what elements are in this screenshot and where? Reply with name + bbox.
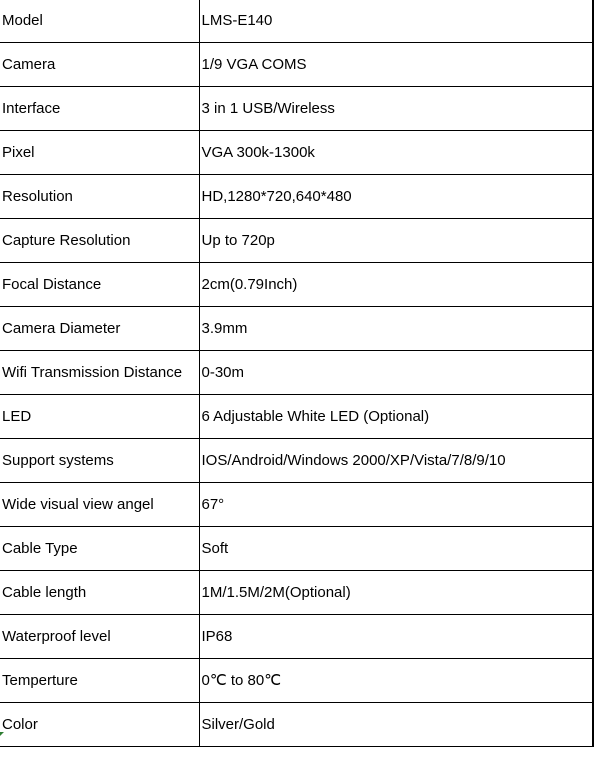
spec-value: LMS-E140 [199, 0, 593, 42]
table-row [0, 526, 593, 570]
spec-label: Camera [0, 42, 199, 86]
table-row [0, 174, 593, 218]
spec-value: 6 Adjustable White LED (Optional) [199, 394, 593, 438]
spec-value: 1M/1.5M/2M(Optional) [199, 570, 593, 614]
spec-value: HD,1280*720,640*480 [199, 174, 593, 218]
spec-label: Model [0, 0, 199, 42]
table-row [0, 658, 593, 702]
spec-label: Wide visual view angel [0, 482, 199, 526]
spec-value: VGA 300k-1300k [199, 130, 593, 174]
spec-label: Focal Distance [0, 262, 199, 306]
spec-value: IP68 [199, 614, 593, 658]
table-row [0, 86, 593, 130]
spec-label: Camera Diameter [0, 306, 199, 350]
spec-label: Cable length [0, 570, 199, 614]
spec-value: Up to 720p [199, 218, 593, 262]
spec-value: 0℃ to 80℃ [199, 658, 593, 702]
spec-value: 0-30m [199, 350, 593, 394]
spec-value: 3.9mm [199, 306, 593, 350]
table-row [0, 570, 593, 614]
spec-value: Silver/Gold [199, 702, 593, 746]
spec-label: LED [0, 394, 199, 438]
table-row [0, 438, 593, 482]
table-row [0, 306, 593, 350]
spec-label: Resolution [0, 174, 199, 218]
table-row [0, 42, 593, 86]
spec-label: Pixel [0, 130, 199, 174]
table-row [0, 702, 593, 746]
table-row [0, 262, 593, 306]
spec-label: Support systems [0, 438, 199, 482]
spec-value: IOS/Android/Windows 2000/XP/Vista/7/8/9/10 [199, 438, 593, 482]
spec-label: Temperture [0, 658, 199, 702]
spec-value: 2cm(0.79Inch) [199, 262, 593, 306]
table-row [0, 394, 593, 438]
spec-value: Soft [199, 526, 593, 570]
table-row [0, 218, 593, 262]
table-row [0, 0, 593, 42]
table-row [0, 130, 593, 174]
spec-value: 67° [199, 482, 593, 526]
table-row [0, 350, 593, 394]
spec-label: Cable Type [0, 526, 199, 570]
spec-label: Waterproof level [0, 614, 199, 658]
spec-label: Capture Resolution [0, 218, 199, 262]
table-row [0, 482, 593, 526]
spec-label: Wifi Transmission Distance [0, 350, 199, 394]
spec-label: Color [0, 702, 199, 746]
spec-label: Interface [0, 86, 199, 130]
cell-corner-mark [0, 732, 4, 736]
spec-value: 1/9 VGA COMS [199, 42, 593, 86]
table-row [0, 614, 593, 658]
spec-value: 3 in 1 USB/Wireless [199, 86, 593, 130]
